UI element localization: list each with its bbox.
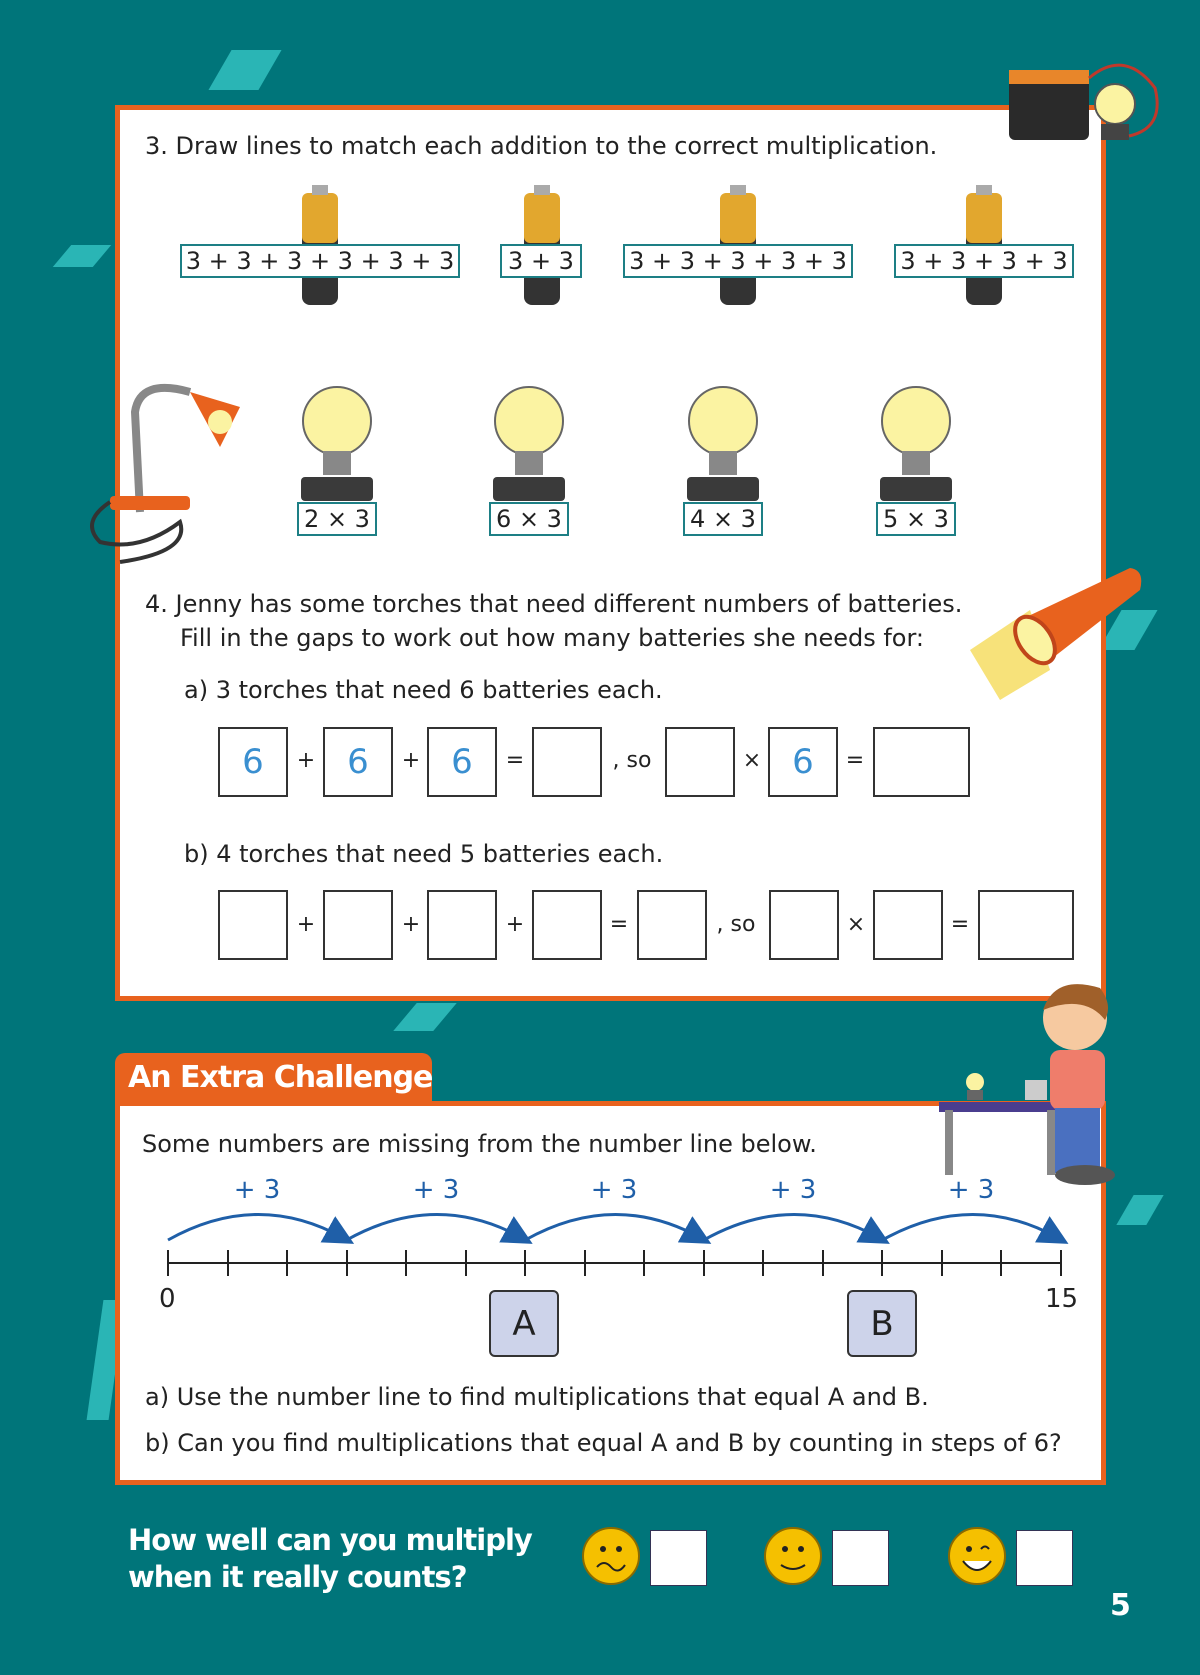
number-line-tick	[643, 1250, 645, 1276]
addend-box: 6	[427, 727, 497, 797]
multiplier-box: 6	[768, 727, 838, 797]
plus-sign: +	[296, 748, 316, 773]
jump-arrow	[704, 1214, 880, 1240]
end-label: 15	[1045, 1284, 1079, 1314]
missing-number-a: A	[489, 1290, 559, 1357]
so-label: , so	[716, 912, 756, 937]
number-line-tick	[405, 1250, 407, 1276]
addend-box: 6	[323, 727, 393, 797]
number-line-tick	[762, 1250, 764, 1276]
number-line-tick	[941, 1250, 943, 1276]
jump-label: + 3	[233, 1175, 281, 1205]
number-line-tick	[286, 1250, 288, 1276]
number-line-tick	[524, 1250, 526, 1276]
so-label: , so	[612, 748, 652, 773]
jump-label: + 3	[590, 1175, 638, 1205]
number-line-tick	[1060, 1250, 1062, 1276]
number-line-tick	[1000, 1250, 1002, 1276]
equals-sign: =	[505, 748, 525, 773]
equals-sign: =	[609, 912, 629, 937]
number-line-tick	[465, 1250, 467, 1276]
addition-card[interactable]: 3 + 3 + 3 + 3 + 3 + 3	[180, 244, 460, 278]
plus-sign: +	[505, 912, 525, 937]
challenge-question-b: b) Can you find multiplications that equal A and B by counting in steps of 6?	[145, 1429, 1062, 1457]
addition-card[interactable]: 3 + 3 + 3 + 3	[894, 244, 1074, 278]
number-line-tick	[881, 1250, 883, 1276]
multiplication-card[interactable]: 2 × 3	[297, 502, 377, 536]
multiplication-card[interactable]: 5 × 3	[876, 502, 956, 536]
addition-card[interactable]: 3 + 3	[500, 244, 582, 278]
happy-face-icon	[764, 1527, 822, 1585]
equals-sign: =	[845, 748, 865, 773]
jump-arrow	[882, 1214, 1058, 1240]
number-line-tick	[227, 1250, 229, 1276]
jump-label: + 3	[769, 1175, 817, 1205]
q4-line2: Fill in the gaps to work out how many batteries she needs for:	[180, 624, 925, 652]
addition-card[interactable]: 3 + 3 + 3 + 3 + 3	[623, 244, 853, 278]
multiplication-card[interactable]: 6 × 3	[489, 502, 569, 536]
multiplication-card[interactable]: 4 × 3	[683, 502, 763, 536]
jump-arrow	[525, 1214, 701, 1240]
number-line-tick	[703, 1250, 705, 1276]
rating-checkbox-confident[interactable]	[1016, 1530, 1073, 1586]
jump-arrow	[347, 1214, 523, 1240]
number-line-tick	[822, 1250, 824, 1276]
number-line-tick	[167, 1250, 169, 1276]
jump-arrow	[168, 1214, 344, 1240]
unsure-face-icon	[582, 1527, 640, 1585]
plus-sign: +	[401, 748, 421, 773]
missing-number-b: B	[847, 1290, 917, 1357]
times-sign: ×	[846, 912, 866, 937]
challenge-question-a: a) Use the number line to find multiplications that equal A and B.	[145, 1383, 929, 1411]
plus-sign: +	[296, 912, 316, 937]
self-assessment-line2: when it really counts?	[128, 1560, 467, 1594]
equals-sign: =	[950, 912, 970, 937]
rating-checkbox-unsure[interactable]	[650, 1530, 707, 1586]
rating-checkbox-okay[interactable]	[832, 1530, 889, 1586]
winking-face-icon	[948, 1527, 1006, 1585]
number-line-tick	[584, 1250, 586, 1276]
challenge-title: An Extra Challenge	[128, 1060, 433, 1095]
q4b-prompt: b) 4 torches that need 5 batteries each.	[184, 840, 664, 868]
number-line-tick	[346, 1250, 348, 1276]
addend-box: 6	[218, 727, 288, 797]
page-number: 5	[1110, 1588, 1131, 1623]
jump-label: + 3	[412, 1175, 460, 1205]
q3-title: 3. Draw lines to match each addition to the correct multiplication.	[145, 132, 938, 160]
times-sign: ×	[742, 748, 762, 773]
q4a-prompt: a) 3 torches that need 6 batteries each.	[184, 676, 663, 704]
self-assessment-line1: How well can you multiply	[128, 1523, 532, 1557]
plus-sign: +	[401, 912, 421, 937]
q4-line1: 4. Jenny has some torches that need different numbers of batteries.	[145, 590, 963, 618]
challenge-intro: Some numbers are missing from the number line below.	[142, 1130, 817, 1158]
start-label: 0	[159, 1284, 176, 1314]
jump-label: + 3	[947, 1175, 995, 1205]
